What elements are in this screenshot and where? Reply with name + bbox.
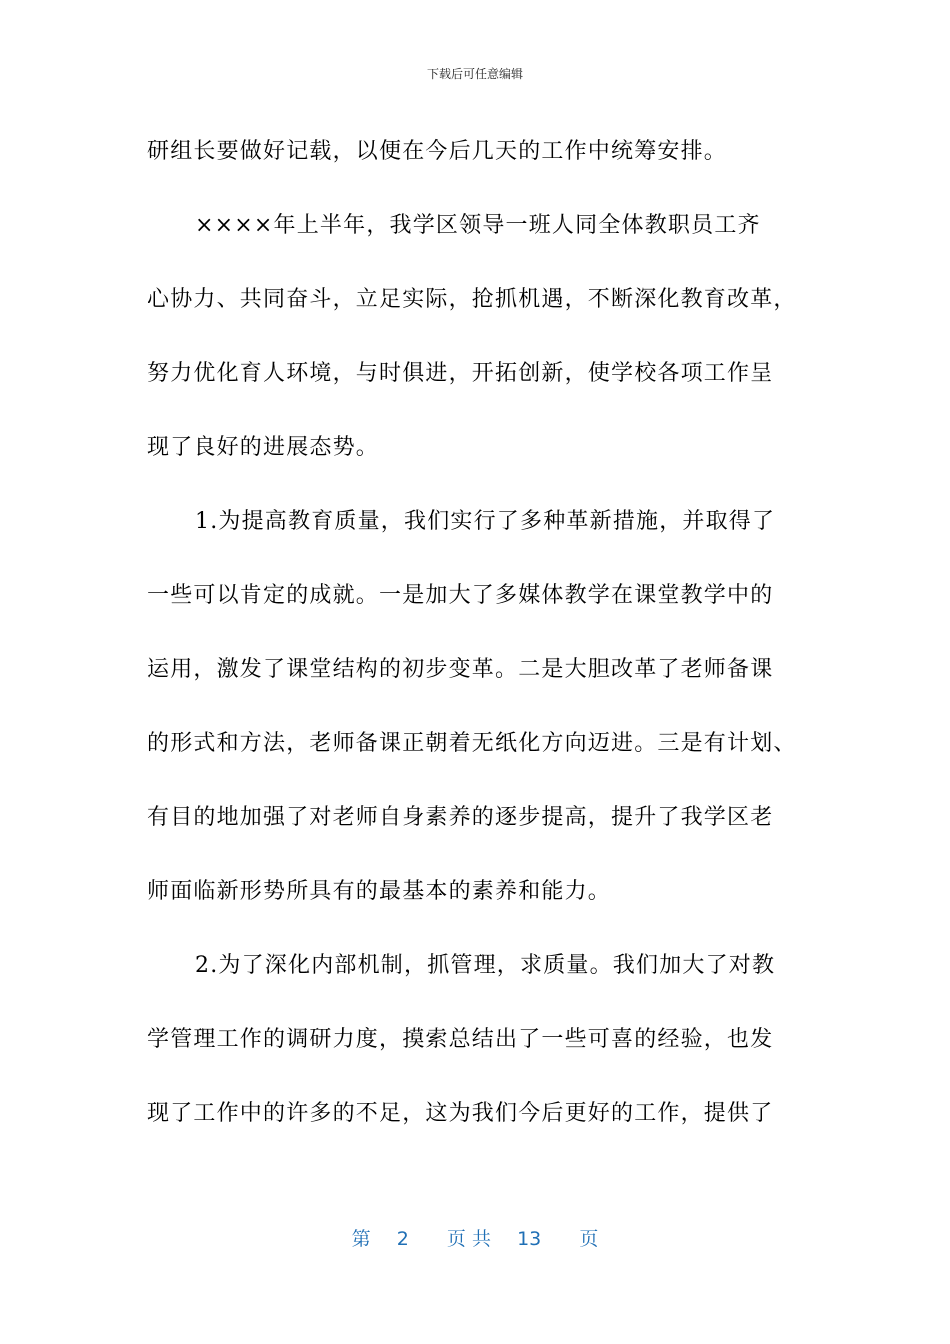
text-line: 努力优化育人环境，与时俱进，开拓创新，使学校各项工作呈: [147, 361, 774, 386]
document-body: [147, 115, 807, 1151]
text-line: 一些可以肯定的成就。一是加大了多媒体教学在课堂教学中的: [147, 583, 774, 608]
text-line: 运用，激发了课堂结构的初步变革。二是大胆改革了老师备课: [147, 657, 774, 682]
text-line: 学管理工作的调研力度，摸索总结出了一些可喜的经验，也发: [147, 1027, 774, 1052]
text-line: 现了良好的进展态势。: [147, 435, 380, 460]
footer-prefix: 第: [351, 1228, 371, 1250]
page-footer: [0, 1225, 950, 1253]
header-text: 下载后可任意编辑: [426, 67, 523, 81]
total-pages-number: 13: [517, 1228, 542, 1250]
text-line: 师面临新形势所具有的最基本的素养和能力。: [147, 879, 612, 904]
footer-suffix: 页: [579, 1228, 599, 1250]
paragraph-start-line: ××××年上半年，我学区领导一班人同全体教职员工齐: [195, 213, 761, 238]
current-page-number: 2: [396, 1228, 409, 1250]
text-line: 的形式和方法，老师备课正朝着无纸化方向迈进。三是有计划、: [147, 731, 797, 756]
paragraph-start-line: 1.为提高教育质量，我们实行了多种革新措施，并取得了: [195, 509, 776, 534]
text-line: 研组长要做好记载，以便在今后几天的工作中统筹安排。: [147, 139, 728, 164]
text-line: 心协力、共同奋斗，立足实际，抢抓机遇，不断深化教育改革，: [147, 287, 797, 312]
paragraph-start-line: 2.为了深化内部机制，抓管理，求质量。我们加大了对教: [195, 953, 776, 978]
footer-middle: 页 共: [446, 1228, 491, 1250]
text-line: 有目的地加强了对老师自身素养的逐步提高，提升了我学区老: [147, 805, 774, 830]
text-line: 现了工作中的许多的不足，这为我们今后更好的工作，提供了: [147, 1101, 774, 1126]
page-header: [0, 64, 950, 84]
